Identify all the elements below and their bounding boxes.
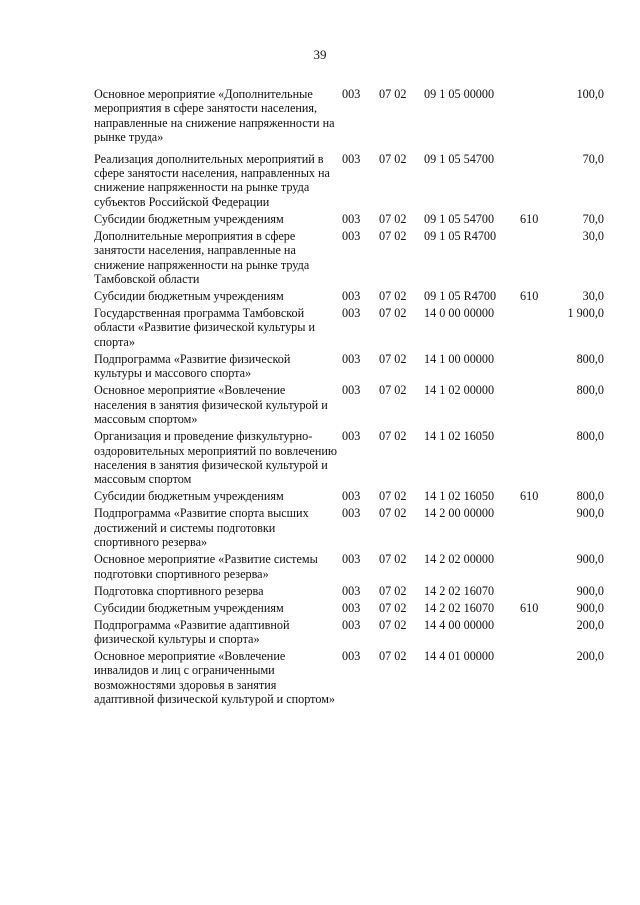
table-row	[94, 429, 604, 489]
item-name: Субсидии бюджетным учреждениям	[94, 600, 284, 615]
ministry-code: 003	[342, 151, 361, 166]
target-code: 14 1 00 00000	[424, 351, 495, 366]
target-code: 14 2 02 00000	[424, 552, 495, 567]
table-row	[94, 152, 604, 212]
section-code: 07 02	[379, 583, 407, 598]
section-code: 07 02	[379, 306, 407, 321]
section-code: 07 02	[379, 151, 407, 166]
amount: 900,0	[576, 552, 604, 567]
target-code: 14 1 02 16050	[424, 429, 495, 444]
ministry-code: 003	[342, 228, 361, 243]
section-code: 07 02	[379, 87, 407, 101]
section-code: 07 02	[379, 617, 407, 632]
item-name: Основное мероприятие «Дополнительные мероприятия в сфере занятости населения, направленные на снижение напряженности на рынке труда»	[94, 87, 335, 145]
item-name: Реализация дополнительных мероприятий в сфере занятости населения, направленных на снижение напряженности на рынке труда субъектов Российской Федерации	[94, 151, 330, 209]
amount: 800,0	[576, 383, 604, 398]
item-name: Подготовка спортивного резерва	[94, 583, 264, 598]
ministry-code: 003	[342, 429, 361, 444]
table-row	[94, 229, 604, 289]
expense-type-code	[520, 506, 558, 552]
target-code: 09 1 05 R4700	[424, 289, 497, 304]
ministry-code: 003	[342, 383, 361, 398]
amount: 100,0	[576, 87, 604, 101]
section-code: 07 02	[379, 489, 407, 504]
ministry-code: 003	[342, 506, 361, 521]
ministry-code: 003	[342, 289, 361, 304]
table-row	[94, 352, 604, 383]
amount: 900,0	[576, 583, 604, 598]
target-code: 14 4 00 00000	[424, 617, 495, 632]
target-code: 14 2 02 16070	[424, 583, 495, 598]
budget-table	[94, 87, 604, 709]
ministry-code: 003	[342, 351, 361, 366]
ministry-code: 003	[342, 306, 361, 321]
expense-type-code	[520, 87, 558, 152]
item-name: Подпрограмма «Развитие адаптивной физической культуры и спорта»	[94, 617, 290, 646]
item-name: Основное мероприятие «Развитие системы подготовки спортивного резерва»	[94, 552, 318, 581]
section-code: 07 02	[379, 351, 407, 366]
amount: 900,0	[576, 506, 604, 521]
expense-type-code	[520, 552, 558, 583]
expense-type-code	[520, 152, 558, 212]
table-row	[94, 649, 604, 709]
item-name: Дополнительные мероприятия в сфере занятости населения, направленные на снижение напряженности на рынке труда Тамбовской области	[94, 228, 310, 287]
table-row	[94, 306, 604, 352]
section-code: 07 02	[379, 552, 407, 567]
item-name: Субсидии бюджетным учреждениям	[94, 211, 284, 226]
amount: 70,0	[582, 151, 604, 166]
ministry-code: 003	[342, 600, 361, 615]
target-code: 14 1 02 16050	[424, 489, 495, 504]
section-code: 07 02	[379, 383, 407, 398]
page-number: 39	[313, 47, 327, 62]
item-name: Субсидии бюджетным учреждениям	[94, 289, 284, 304]
ministry-code: 003	[342, 617, 361, 632]
item-name: Основное мероприятие «Вовлечение населения в занятия физической культурой и массовым спортом»	[94, 383, 328, 427]
item-name: Организация и проведение физкультурно-оздоровительных мероприятий по вовлечению населения в занятия физической культурой и массовым спортом	[94, 429, 338, 487]
ministry-code: 003	[342, 583, 361, 598]
item-name: Государственная программа Тамбовской области «Развитие физической культуры и спорта»	[94, 306, 316, 349]
table-row	[94, 618, 604, 649]
expense-type-code: 610	[520, 600, 539, 615]
table-row	[94, 87, 604, 152]
table-row	[94, 383, 604, 429]
target-code: 09 1 05 54700	[424, 211, 495, 226]
target-code: 14 2 02 16070	[424, 600, 495, 615]
target-code: 09 1 05 54700	[424, 151, 495, 166]
expense-type-code	[520, 352, 558, 383]
table-row	[94, 489, 604, 506]
amount: 70,0	[582, 211, 604, 226]
expense-type-code	[520, 584, 558, 601]
target-code: 14 1 02 00000	[424, 383, 495, 398]
ministry-code: 003	[342, 87, 361, 101]
item-name: Подпрограмма «Развитие физической культуры и массового спорта»	[94, 351, 291, 381]
section-code: 07 02	[379, 211, 407, 226]
section-code: 07 02	[379, 506, 407, 521]
amount: 30,0	[582, 289, 604, 304]
section-code: 07 02	[379, 648, 407, 663]
target-code: 14 2 00 00000	[424, 506, 495, 521]
table-row	[94, 506, 604, 552]
table-row	[94, 289, 604, 306]
expense-type-code	[520, 649, 558, 709]
ministry-code: 003	[342, 552, 361, 567]
amount: 30,0	[582, 228, 604, 243]
amount: 200,0	[576, 648, 604, 663]
table-row	[94, 552, 604, 583]
amount: 800,0	[576, 489, 604, 504]
ministry-code: 003	[342, 211, 361, 226]
target-code: 14 0 00 00000	[424, 306, 495, 321]
item-name: Подпрограмма «Развитие спорта высших достижений и системы подготовки спортивного резерва»	[94, 506, 309, 550]
expense-type-code	[520, 429, 558, 489]
target-code: 09 1 05 00000	[424, 87, 495, 101]
table-row	[94, 584, 604, 601]
target-code: 09 1 05 R4700	[424, 228, 497, 243]
expense-type-code: 610	[520, 289, 539, 304]
table-row	[94, 601, 604, 618]
section-code: 07 02	[379, 228, 407, 243]
ministry-code: 003	[342, 648, 361, 663]
amount: 900,0	[576, 600, 604, 615]
amount: 1 900,0	[567, 306, 604, 321]
item-name: Субсидии бюджетным учреждениям	[94, 489, 284, 504]
section-code: 07 02	[379, 289, 407, 304]
target-code: 14 4 01 00000	[424, 648, 495, 663]
section-code: 07 02	[379, 600, 407, 615]
amount: 200,0	[576, 617, 604, 632]
amount: 800,0	[576, 429, 604, 444]
expense-type-code: 610	[520, 211, 539, 226]
expense-type-code	[520, 383, 558, 429]
ministry-code: 003	[342, 489, 361, 504]
table-row	[94, 212, 604, 229]
expense-type-code	[520, 229, 558, 289]
expense-type-code	[520, 306, 558, 352]
expense-type-code	[520, 618, 558, 649]
expense-type-code: 610	[520, 489, 539, 504]
amount: 800,0	[576, 351, 604, 366]
section-code: 07 02	[379, 429, 407, 444]
item-name: Основное мероприятие «Вовлечение инвалидов и лиц с ограниченными возможностями здоровья в занятия адаптивной физической культурой и спортом»	[94, 648, 335, 707]
